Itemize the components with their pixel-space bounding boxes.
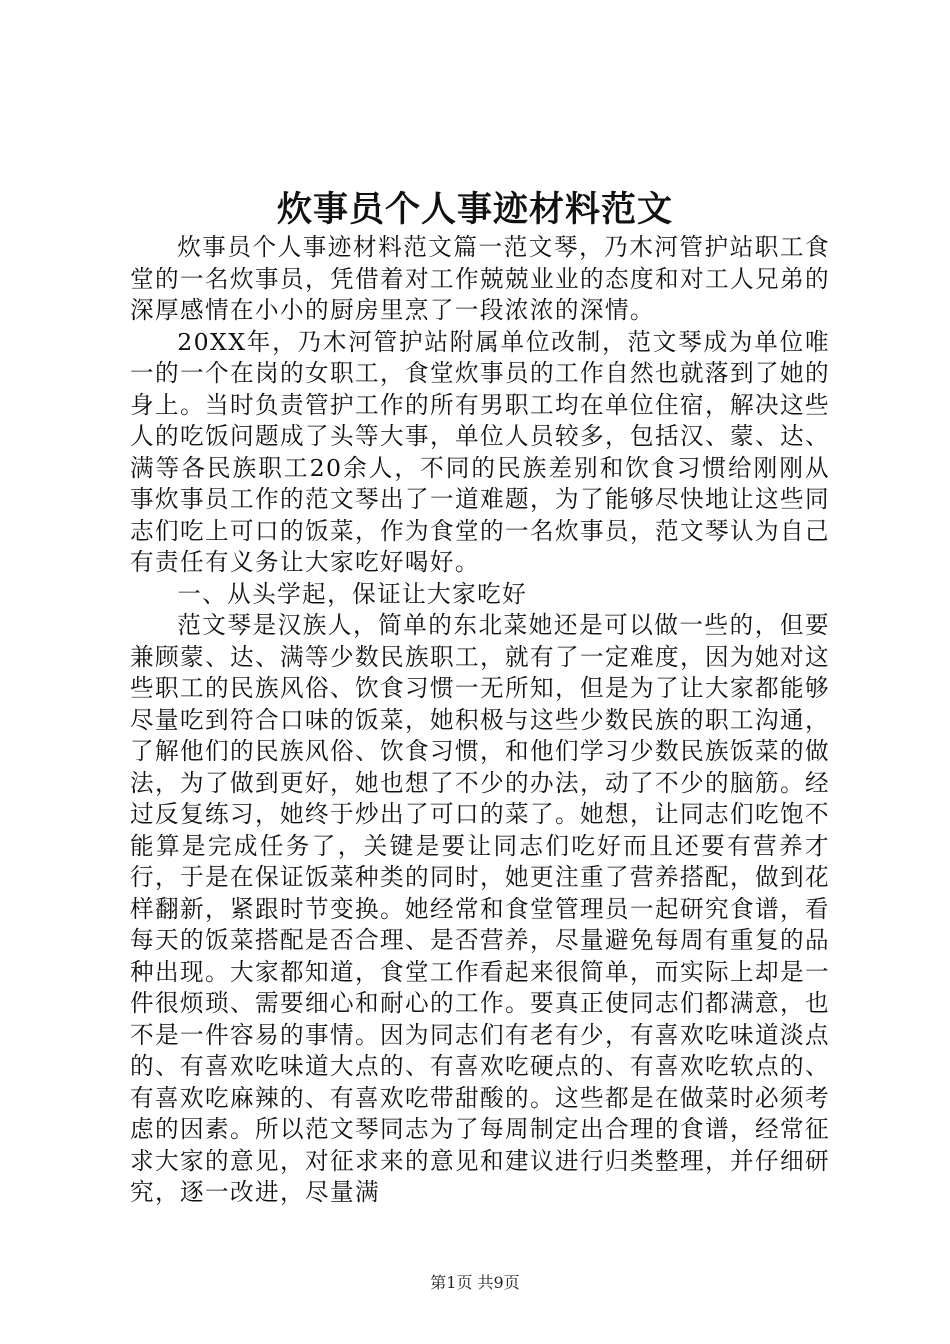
document-body [130,232,830,1209]
section-heading: 一、从头学起，保证让大家吃好 [177,579,528,608]
body-paragraph: 炊事员个人事迹材料范文篇一范文琴，乃木河管护站职工食堂的一名炊事员，凭借着对工作兢兢业业的态度和对工人兄弟的深厚感情在小小的厨房里烹了一段浓浓的深情。 [130,233,830,324]
body-paragraph: 范文琴是汉族人，简单的东北菜她还是可以做一些的，但要兼顾蒙、达、满等少数民族职工，就有了一定难度，因为她对这些职工的民族风俗、饮食习惯一无所知，但是为了让大家都能够尽量吃到符合口味的饭菜，她积极与这些少数民族的职工沟通，了解他们的民族风俗、饮食习惯，和他们学习少数民族饭菜的做法，为了做到更好，她也想了不少的办法，动了不少的脑筋。经过反复练习，她终于炒出了可口的菜了。她想，让同志们吃饱不能算是完成任务了，关键是要让同志们吃好而且还要有营养才行，于是在保证饭菜种类的同时，她更注重了营养搭配，做到花样翻新，紧跟时节变换。她经常和食堂管理员一起研究食谱，看每天的饭菜搭配是否合理、是否营养，尽量避免每周有重复的品种出现。大家都知道，食堂工作看起来很简单，而实际上却是一件很烦琐、需要细心和耐心的工作。要真正使同志们都满意，也不是一件容易的事情。因为同志们有老有少，有喜欢吃味道淡点的、有喜欢吃味道大点的、有喜欢吃硬点的、有喜欢吃软点的、有喜欢吃麻辣的、有喜欢吃带甜酸的。这些都是在做菜时必须考虑的因素。所以范文琴同志为了每周制定出合理的食谱，经常征求大家的意见，对征求来的意见和建议进行归类整理，并仔细研究，逐一改进，尽量满 [130,611,830,1206]
body-paragraph: 20XX年，乃木河管护站附属单位改制，范文琴成为单位唯一的一个在岗的女职工，食堂炊事员的工作自然也就落到了她的身上。当时负责管护工作的所有男职工均在单位住宿，解决这些人的吃饭问题成了头等大事，单位人员较多，包括汉、蒙、达、满等各民族职工20余人，不同的民族差别和饮食习惯给刚刚从事炊事员工作的范文琴出了一道难题，为了能够尽快地让这些同志们吃上可口的饭菜，作为食堂的一名炊事员，范文琴认为自己有责任有义务让大家吃好喝好。 [130,327,830,576]
page-footer: 第1页 共9页 [430,1273,520,1292]
document-title: 炊事员个人事迹材料范文 [276,189,673,230]
